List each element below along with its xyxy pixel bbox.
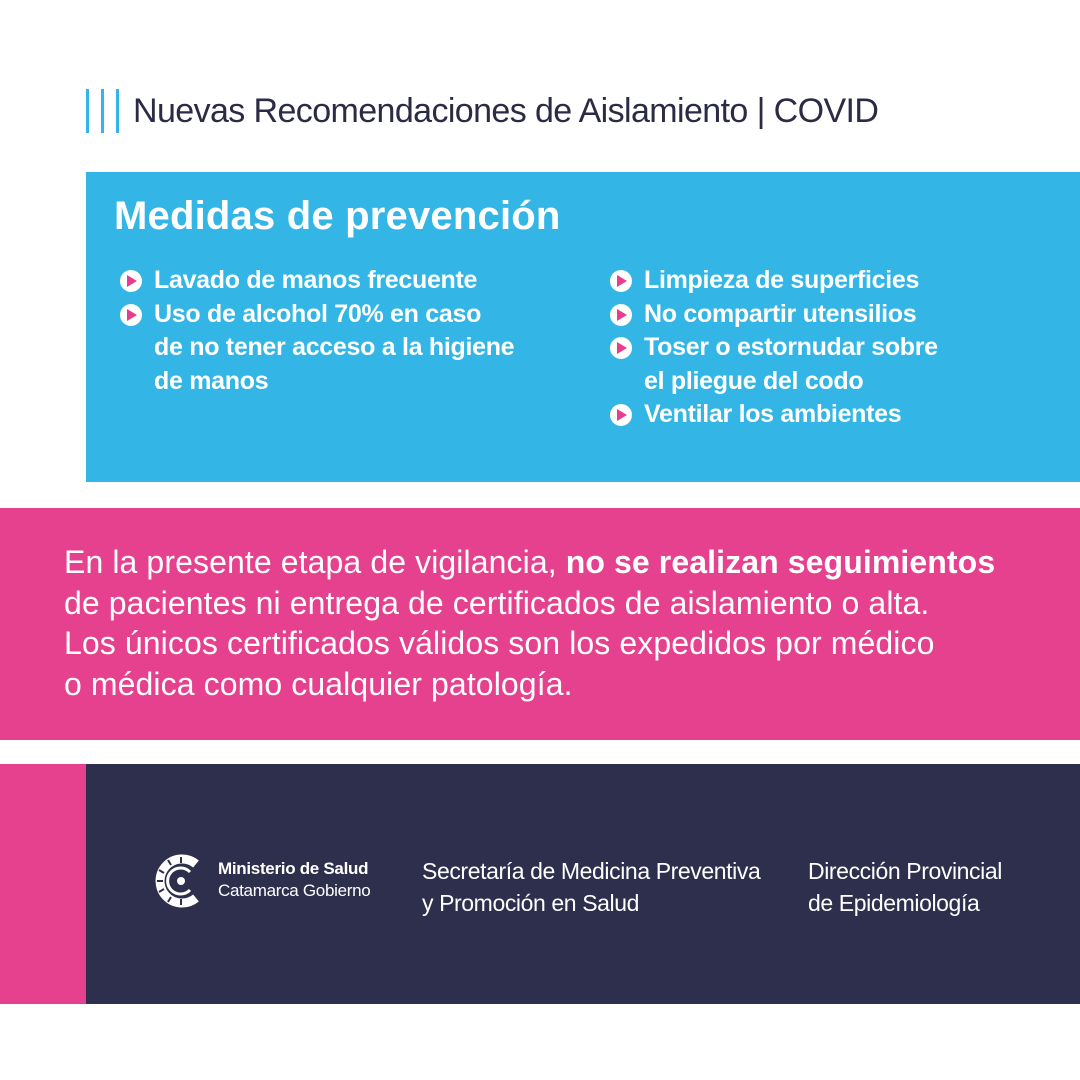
prevention-item-text: Toser o estornudar sobre: [644, 333, 938, 361]
prevention-item-text: Limpieza de superficies: [644, 266, 920, 294]
notice-panel: [0, 508, 1080, 740]
play-circle-icon: [610, 337, 632, 359]
play-circle-icon: [610, 270, 632, 292]
directorate-line1: Dirección Provincial: [808, 858, 1002, 884]
footer: [86, 764, 1080, 1004]
catamarca-logo-icon: [150, 850, 212, 912]
ministry-name-line2: Catamarca Gobierno: [218, 881, 371, 900]
notice-line-3: Los únicos certificados válidos son los expedidos por médico: [64, 625, 935, 661]
notice-line-4: o médica como cualquier patología.: [64, 665, 573, 702]
play-circle-icon: [610, 404, 632, 426]
notice-line-1: [64, 542, 1064, 583]
secretariat-name: [422, 855, 760, 919]
prevention-item: [610, 398, 1050, 432]
prevention-panel: [86, 172, 1080, 482]
secretariat-line1: Secretaría de Medicina Preventiva: [422, 858, 761, 884]
prevention-list-left: [120, 264, 540, 398]
prevention-item: [610, 298, 1050, 332]
notice-line-1-bold: no se realizan seguimientos: [565, 544, 996, 580]
header: [86, 86, 878, 136]
prevention-item-text: Ventilar los ambientes: [644, 400, 902, 428]
prevention-item-text: de manos: [154, 366, 269, 395]
prevention-item: [120, 264, 540, 298]
ministry-name-line1: Ministerio de Salud: [218, 859, 369, 878]
play-circle-icon: [120, 270, 142, 292]
directorate-line2: de Epidemiología: [808, 890, 980, 916]
prevention-item-text: Uso de alcohol 70% en caso: [154, 299, 482, 328]
secretariat-line2: y Promoción en Salud: [422, 890, 640, 916]
decorative-bars-icon: [86, 89, 119, 133]
play-circle-icon: [610, 304, 632, 326]
notice-line-1-normal: En la presente etapa de vigilancia,: [64, 544, 566, 580]
prevention-item: [610, 264, 1050, 298]
footer-pink-strip: [0, 764, 86, 1004]
prevention-item-text: el pliegue del codo: [644, 366, 864, 395]
prevention-item-text: de no tener acceso a la higiene: [154, 333, 515, 361]
prevention-item: [610, 331, 1050, 398]
ministry-name: [218, 858, 370, 902]
directorate-name: [808, 855, 1002, 919]
page-title: Nuevas Recomendaciones de Aislamiento | COVID: [133, 91, 879, 130]
prevention-item-text: Lavado de manos frecuente: [154, 266, 478, 294]
play-circle-icon: [120, 304, 142, 326]
prevention-title: Medidas de prevención: [114, 194, 561, 238]
prevention-item: [120, 298, 540, 399]
prevention-item-text: No compartir utensilios: [644, 299, 917, 328]
notice-line-2: de pacientes ni entrega de certificados de aislamiento o alta.: [64, 584, 930, 621]
notice-text: [64, 542, 1064, 704]
prevention-list-right: [610, 264, 1050, 432]
